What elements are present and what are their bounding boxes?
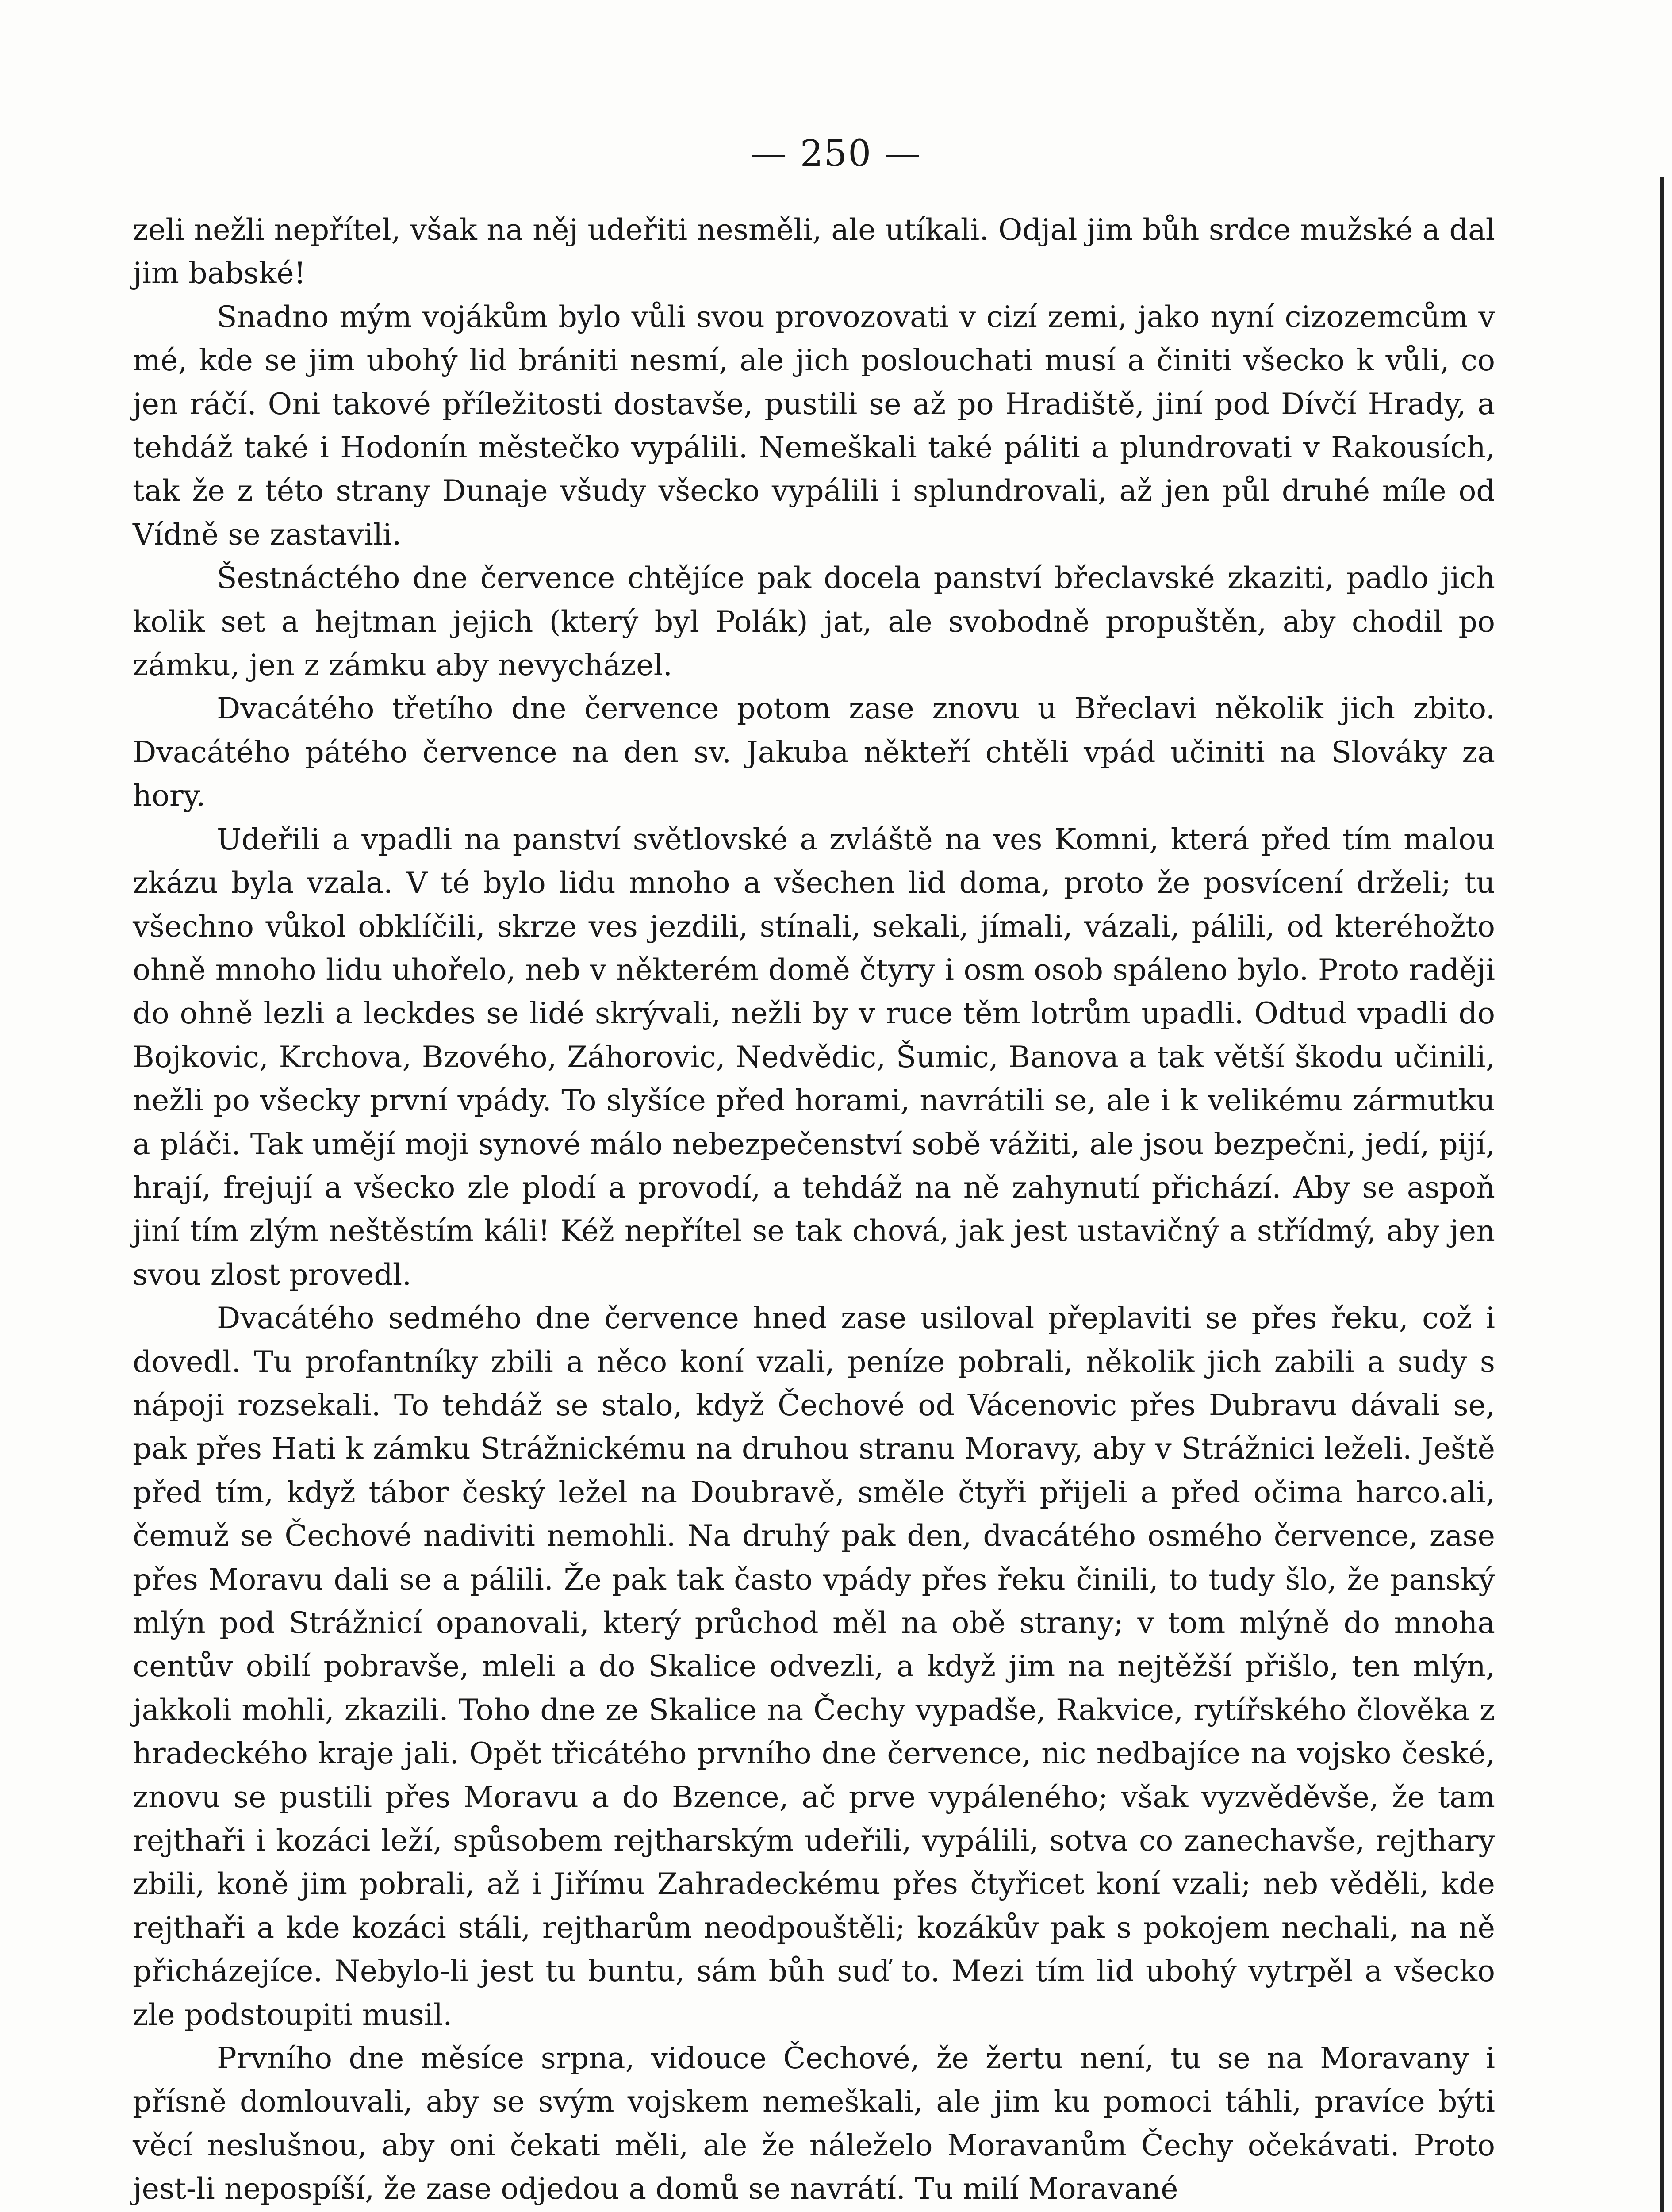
paragraph: zeli nežli nepřítel, však na něj udeřiti nesměli, ale utíkali. Odjal jim bůh srdce mužské a dal jim babské!: [133, 212, 1495, 291]
paragraph: Dvacátého sedmého dne července hned zase usiloval přeplaviti se přes řeku, což i dovedl. Tu profantníky zbili a něco koní vzali, peníze pobrali, několik jich zabili a sudy s nápoji rozsekali. To tehdáž se stalo, když Čechové od Vácenovic přes Dubravu dávali se, pak přes Hati k zámku Strážnickému na druhou stranu Moravy, aby v Strážnici leželi. Ještě před tím, když tábor český ležel na Doubravě, směle čtyři přijeli a před očima harco.ali, čemuž se Čechové nadiviti nemohli. Na druhý pak den, dvacátého osmého července, zase přes Moravu dali se a pálili. Že pak tak často vpády přes řeku činili, to tudy šlo, že panský mlýn pod Strážnicí opanovali, který průchod měl na obě strany; v tom mlýně do mnoha centův obilí pobravše, mleli a do Skalice odvezli, a když jim na nejtěžší přišlo, ten mlýn, jakkoli mohli, zkazili. Toho dne ze Skalice na Čechy vypadše, Rakvice, rytířského člověka z hradeckého kraje jali. Opět třicátého prvního dne července, nic nedbajíce na vojsko české, znovu se pustili přes Moravu a do Bzence, ač prve vypáleného; však vyzvěděvše, že tam rejthaři i kozáci leží, spůsobem rejtharským udeřili, vypálili, sotva co zanechavše, rejthary zbili, koně jim pobrali, až i Jiřímu Zahradeckému přes čtyřicet koní vzali; neb věděli, kde rejthaři a kde kozáci stáli, rejtharům neodpouštěli; kozákův pak s pokojem nechali, na ně přicházejíce. Nebylo-li jest tu buntu, sám bůh suď to. Mezi tím lid ubohý vytrpěl a všecko zle podstoupiti musil.: [133, 1301, 1495, 2032]
paragraph: Dvacátého třetího dne července potom zase znovu u Břeclavi několik jich zbito. Dvacátého pátého července na den sv. Jakuba někteří chtěli vpád učiniti na Slováky za hory.: [133, 691, 1495, 813]
body-text: [133, 208, 1495, 2211]
paragraph: Snadno mým vojákům bylo vůli svou provozovati v cizí zemi, jako nyní cizozemcům v mé, kde se jim ubohý lid brániti nesmí, ale jich poslouchati musí a činiti všecko k vůli, co jen ráčí. Oni takové příležitosti dostavše, pustili se až po Hradiště, jiní pod Dívčí Hrady, a tehdáž také i Hodonín městečko vypálili. Nemeškali také páliti a plundrovati v Rakousích, tak že z této strany Dunaje všudy všecko vypálili i splundrovali, až jen půl druhé míle od Vídně se zastavili.: [133, 299, 1495, 552]
paragraph: Udeřili a vpadli na panství světlovské a zvláště na ves Komni, která před tím malou zkázu byla vzala. V té bylo lidu mnoho a všechen lid doma, proto že posvícení drželi; tu všechno vůkol obklíčili, skrze ves jezdili, stínali, sekali, jímali, vázali, pálili, od kteréhožto ohně mnoho lidu uhořelo, neb v některém domě čtyry i osm osob spáleno bylo. Proto raději do ohně lezli a leckdes se lidé skrývali, nežli by v ruce těm lotrům upadli. Odtud vpadli do Bojkovic, Krchova, Bzového, Záhorovic, Nedvědic, Šumic, Banova a tak větší škodu učinili, nežli po všecky první vpády. To slyšíce před horami, navrátili se, ale i k velikému zármutku a pláči. Tak umějí moji synové málo nebezpečenství sobě vážiti, ale jsou bezpečni, jedí, pijí, hrají, frejují a všecko zle plodí a provodí, a tehdáž na ně zahynutí přichází. Aby se aspoň jiní tím zlým neštěstím káli! Kéž nepřítel se tak chová, jak jest ustavičný a střídmý, aby jen svou zlost provedl.: [133, 822, 1495, 1292]
scan-edge-line: [1660, 177, 1664, 2212]
paragraph: Prvního dne měsíce srpna, vidouce Čechové, že žertu není, tu se na Moravany i přísně domlouvali, aby se svým vojskem nemeškali, ale jim ku pomoci táhli, pravíce býti věcí neslušnou, aby oni čekati měli, ale že náleželo Moravanům Čechy očekávati. Proto jest-li nepospíší, že zase odjedou a domů se navrátí. Tu milí Moravané: [133, 2041, 1495, 2206]
paragraph: Šestnáctého dne července chtějíce pak docela panství břeclavské zkaziti, padlo jich kolik set a hejtman jejich (který byl Polák) jat, ale svobodně propuštěn, aby chodil po zámku, jen z zámku aby nevycházel.: [133, 561, 1495, 683]
page-number: — 250 —: [750, 133, 922, 175]
